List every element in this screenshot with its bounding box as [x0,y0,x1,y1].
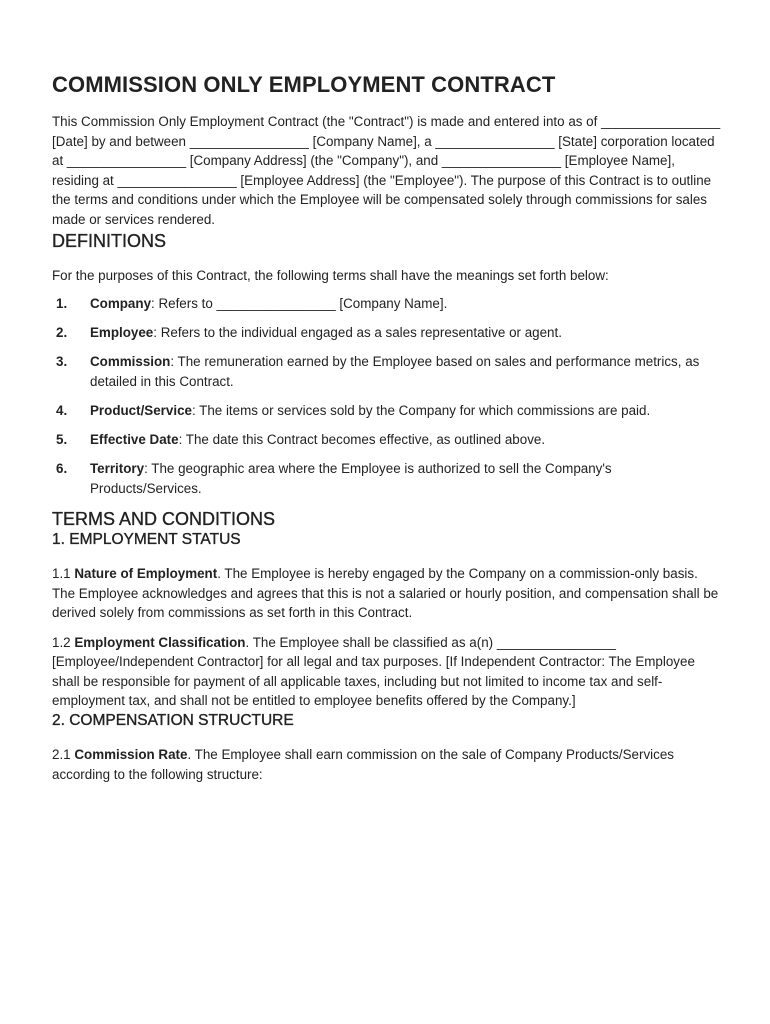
clause-1-1 [52,564,722,623]
list-number: 6. [56,461,68,477]
document-page [52,72,722,784]
definition-term: Employee [90,325,154,341]
clause-text: . The Employee shall earn commission on the sale of Company Products/Services according to the following structure: [52,747,674,782]
clause-2-1 [52,745,722,784]
list-item [52,401,722,421]
clause-number: 1.2 [52,634,75,650]
list-number: 1. [56,296,68,312]
list-item [52,323,722,343]
terms-heading: TERMS AND CONDITIONS [52,508,276,529]
clause-number: 2.1 [52,747,75,763]
definition-text: : Refers to ________________ [Company Name]. [151,296,448,312]
definitions-heading: DEFINITIONS [52,230,167,251]
definition-text: : The date this Contract becomes effective, as outlined above. [178,432,546,448]
clause-title: Nature of Employment [74,565,218,581]
list-number: 4. [56,403,68,419]
compensation-structure-heading: 2. COMPENSATION STRUCTURE [52,712,294,730]
employment-status-heading: 1. EMPLOYMENT STATUS [52,530,241,548]
definition-text: : The remuneration earned by the Employee based on sales and performance metrics, as detailed in this Contract. [90,354,700,389]
definition-term: Territory [90,461,145,477]
list-number: 2. [56,325,68,341]
document-title: COMMISSION ONLY EMPLOYMENT CONTRACT [52,72,556,97]
definition-term: Company [90,296,152,312]
definition-term: Product/Service [90,403,192,419]
list-number: 5. [56,432,68,448]
clause-text: . The Employee is hereby engaged by the Company on a commission-only basis. The Employee acknowledges and agrees that this is not a salaried or hourly position, and compensation shall be derived solely from commissions as set forth in this Contract. [52,565,719,621]
list-item [52,352,722,391]
clause-title: Employment Classification [74,634,246,650]
definitions-intro: For the purposes of this Contract, the following terms shall have the meanings set forth below: [52,267,609,283]
clause-text: . The Employee shall be classified as a(n) ________________ [Employee/Independent Contractor] for all legal and tax purposes. [If Independent Contractor: The Employee shall be responsible for payment of all applicable taxes, including but not limited to income tax and self-employment tax, and shall not be entitled to employee benefits offered by the Company.] [52,634,695,709]
clause-number: 1.1 [52,565,75,581]
list-item [52,294,722,314]
clause-1-2 [52,633,722,711]
definition-text: : The items or services sold by the Company for which commissions are paid. [191,403,651,419]
clause-title: Commission Rate [74,747,188,763]
definition-term: Effective Date [90,432,179,448]
definition-text: : Refers to the individual engaged as a sales representative or agent. [153,325,562,341]
list-number: 3. [56,354,68,370]
definition-text: : The geographic area where the Employee is authorized to sell the Company's Products/Services. [90,461,612,496]
list-item [52,430,722,450]
intro-paragraph: This Commission Only Employment Contract (the "Contract") is made and entered into as of ________________ [Date] by and between ________________ [Company Name], a ________________ [State] corporation located at ________________ [Company Address] (the "Company"), and ________________ [Employee Name], residing at ________________ [Employee Address] (the "Employee"). The purpose of this Contract is to outline the terms and conditions under which the Employee will be compensated solely through commissions for sales made or services rendered. [52,114,721,227]
definition-term: Commission [90,354,171,370]
list-item [52,459,722,498]
definitions-list [52,294,722,498]
